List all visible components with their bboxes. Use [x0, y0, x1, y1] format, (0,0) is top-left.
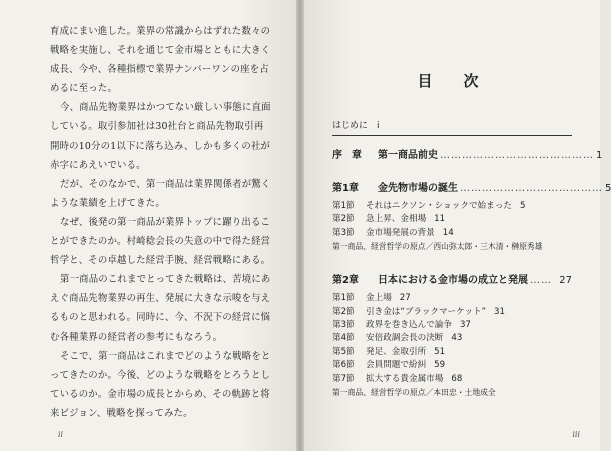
body-text [50, 22, 272, 423]
section-title: 会員問題で紛糾 [366, 360, 427, 371]
toc-section [332, 306, 572, 319]
paragraph: 第一商品のこれまでとってきた戦略は、苦境にあえぐ商品先物業界の再生、発展に大きな示唆を与えるものと思われる。同時に、今、不況下の経営に悩む各種業界の経営者の参考にもなろう。 [50, 274, 271, 343]
toc-section [332, 200, 572, 213]
book-gutter [296, 0, 304, 451]
section-title: 引き金は“ブラックマーケット” [366, 306, 487, 317]
toc-section [332, 346, 572, 359]
toc-section [332, 373, 572, 386]
toc-intro: はじめに i [332, 121, 380, 131]
section-title: 金上場 [366, 293, 392, 304]
section-number: 第2節 [332, 306, 355, 317]
section-title: 急上昇、金相場 [366, 214, 427, 225]
toc-chapter [332, 271, 572, 286]
section-title: 拡大する貴金属市場 [366, 373, 444, 384]
toc-section [332, 227, 572, 240]
section-page: 59 [434, 360, 446, 371]
section-number: 第6節 [332, 360, 355, 371]
paragraph: 今、商品先物業界はかつてない厳しい事態に直面している。取引参加社は30社台と商品先物取引再開時の10分の1以下に落ち込み、しかも多くの社が赤字にあえいでいる。 [50, 102, 271, 171]
section-page: 51 [434, 346, 446, 357]
leader-dots: …………………………………… [440, 150, 594, 161]
section-page: 68 [451, 373, 463, 384]
chapter-number: 序 章 [332, 150, 362, 161]
section-number: 第7節 [332, 373, 355, 384]
section-page: 14 [442, 227, 454, 238]
chapter-page: 27 [559, 275, 572, 287]
chapter-title: 第一商品前史 [378, 150, 438, 161]
section-number: 第1節 [332, 201, 355, 211]
toc-section [332, 213, 572, 226]
section-title: 安倍政調会長の決断 [366, 333, 444, 344]
chapter-number: 第1章 [332, 183, 359, 194]
section-page: 43 [451, 333, 463, 344]
section-title: それはニクソン・ショックで始まった [366, 201, 512, 211]
chapter-note: 第一商品、経営哲学の原点／本田忠・土地成全 [332, 388, 496, 398]
chapter-page: 5 [605, 183, 611, 194]
section-number: 第3節 [332, 227, 355, 238]
chapter-note: 第一商品、経営哲学の原点／西山弥太郎・三木清・榊原秀雄 [332, 242, 543, 252]
section-number: 第4節 [332, 333, 355, 344]
paragraph: そこで、第一商品はこれまでどのような戦略をとってきたのか。今後、どのような戦略をとろうとしているのか。金市場の成長とからめ、その軌跡と将来ビジョン、戦略を探ってみた。 [50, 350, 271, 419]
paragraph: なぜ、後発の第一商品が業界トップに躍り出ることができたのか。村崎稔会長の失意の中で得た経営哲学と、その卓越した経営手腕、経営戦略にある。 [50, 216, 271, 267]
section-title: 金市場発展の背景 [366, 227, 435, 238]
section-list [332, 200, 572, 253]
section-title: 発足、金取引所 [366, 346, 427, 357]
toc-section [332, 359, 572, 372]
toc-section [332, 319, 572, 332]
section-page: 11 [434, 214, 446, 225]
leader-dots: …… [530, 275, 552, 287]
page-number-right: iii [572, 430, 580, 439]
paragraph: だが、そのなかで、第一商品は業界関係者が驚くような業績を上げてきた。 [50, 178, 271, 209]
section-page: 31 [494, 306, 505, 317]
section-page: 37 [459, 320, 471, 331]
page-number-left: ii [58, 430, 64, 439]
toc-section [332, 332, 572, 345]
section-number: 第3節 [332, 320, 355, 331]
section-page: 5 [519, 201, 526, 211]
section-number: 第1節 [332, 293, 355, 304]
chapter-title: 金先物市場の誕生 [378, 183, 458, 194]
toc-title: 目 次 [417, 72, 487, 90]
toc-chapter [332, 179, 611, 194]
section-list [332, 292, 572, 399]
section-number: 第5節 [332, 346, 355, 357]
divider [332, 135, 572, 136]
right-page [304, 0, 611, 451]
section-title: 政界を巻き込んで論争 [366, 320, 452, 331]
leader-dots: ………………………………… [460, 183, 603, 194]
paragraph: 育成にまい進した。業界の常識からはずれた数々の戦略を実施し、それを通じて金市場とともに大きく成長、今や、各種指標で業界ナンバーワンの座を占めるに至った。 [50, 26, 271, 95]
left-page [0, 0, 296, 451]
section-page: 27 [399, 293, 411, 304]
chapter-number: 第2章 [332, 275, 359, 287]
section-number: 第2節 [332, 214, 355, 225]
table-of-contents [332, 118, 611, 399]
toc-prologue [332, 146, 603, 161]
chapter-title: 日本における金市場の成立と発展 [378, 275, 528, 287]
chapter-page: 1 [596, 150, 603, 161]
toc-section [332, 292, 572, 305]
